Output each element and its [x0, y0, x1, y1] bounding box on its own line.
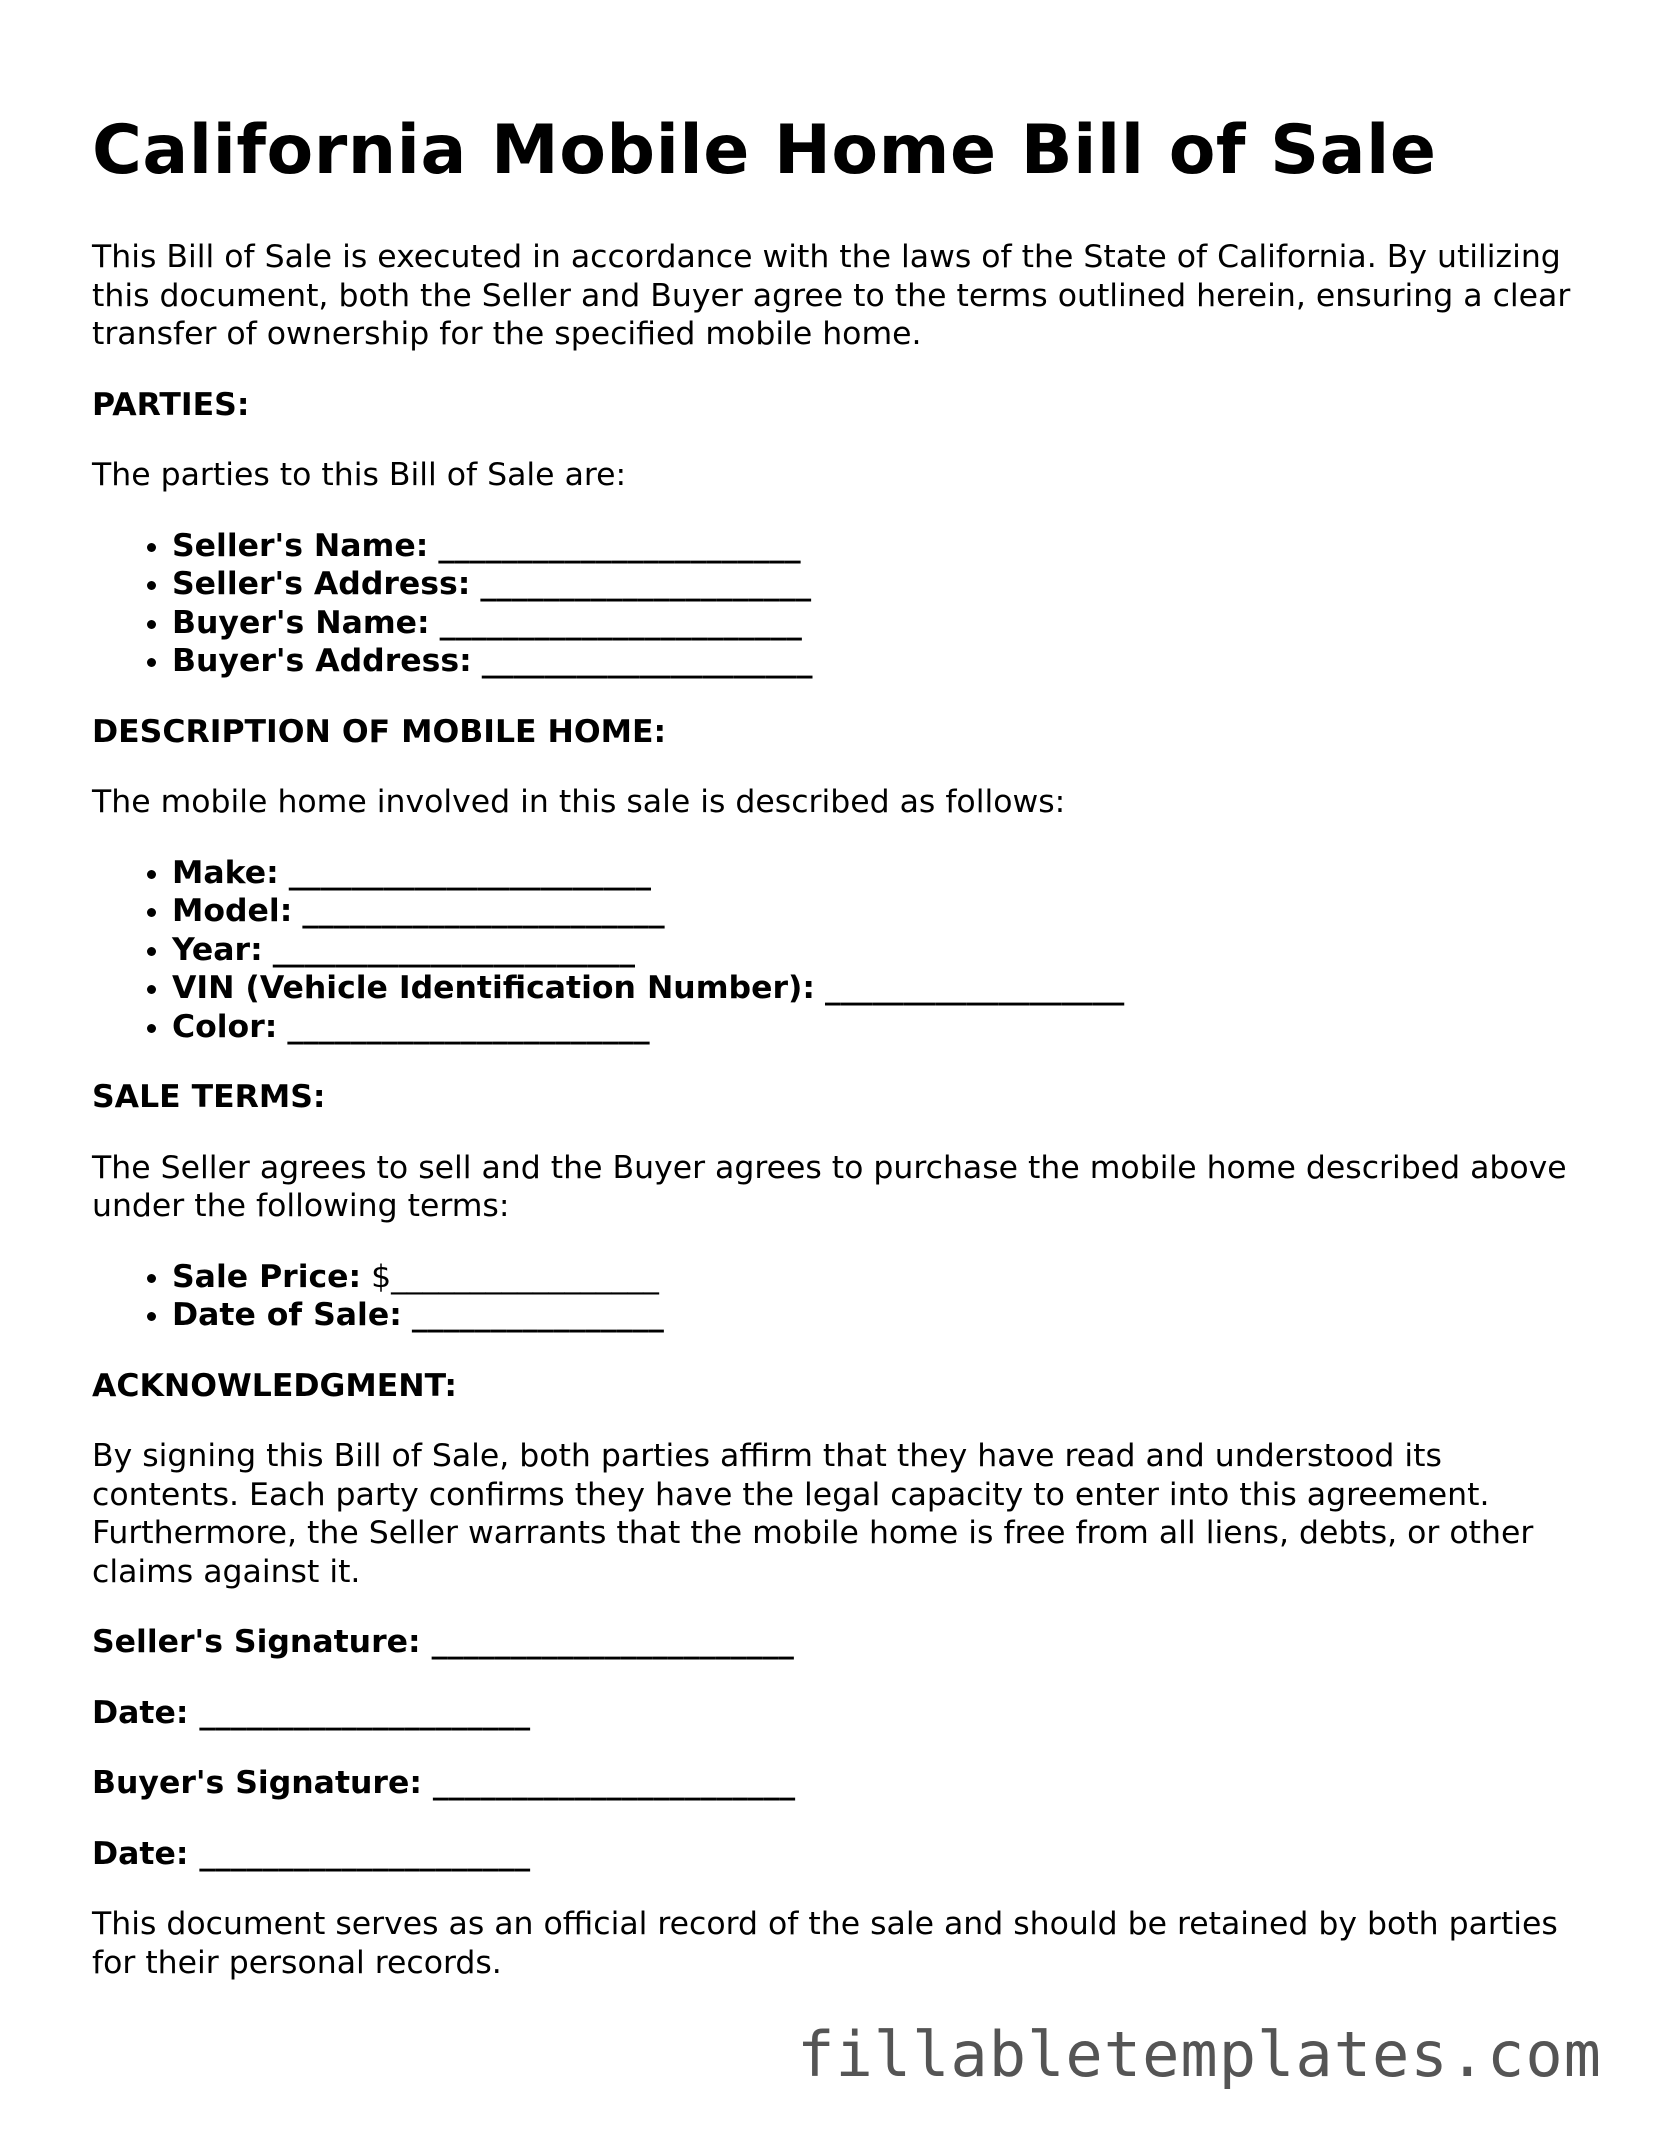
description-text: The mobile home involved in this sale is described as follows:: [92, 784, 1066, 821]
list-item: [172, 931, 1572, 970]
field-label: Seller's Name:: [172, 527, 429, 564]
parties-heading: PARTIES:: [92, 386, 250, 423]
buyer-signature-line: [92, 1764, 1572, 1803]
fill-blank[interactable]: _______________________: [272, 931, 635, 968]
list-item: [172, 1008, 1572, 1047]
seller-date-line: [92, 1694, 1572, 1733]
fill-blank[interactable]: _____________________: [199, 1694, 531, 1731]
description-heading: DESCRIPTION OF MOBILE HOME:: [92, 713, 667, 750]
fill-blank[interactable]: _______________________: [439, 604, 802, 641]
fill-blank[interactable]: _______________________: [288, 854, 651, 891]
field-label: Color:: [172, 1008, 278, 1045]
field-label: Year:: [172, 931, 263, 968]
fill-blank[interactable]: _______________________: [302, 893, 665, 930]
field-label: Model:: [172, 893, 293, 930]
list-item: [172, 969, 1572, 1008]
field-label: Seller's Signature:: [92, 1624, 421, 1661]
description-list: [92, 854, 1572, 1047]
intro-paragraph: This Bill of Sale is executed in accordance with the laws of the State of California. By utilizing this document, both the Seller and Buyer agree to the terms outlined herein, ensuring a clear transfer of ownership for the specified mobile home.: [92, 239, 1571, 353]
list-item: [172, 642, 1572, 681]
field-label: Sale Price:: [172, 1258, 362, 1295]
closing-paragraph: This document serves as an official record of the sale and should be retained by both parties for their personal records.: [92, 1906, 1558, 1981]
list-item: [172, 527, 1572, 566]
fill-blank[interactable]: $_________________: [371, 1258, 659, 1295]
parties-text: The parties to this Bill of Sale are:: [92, 457, 627, 494]
watermark: fillabletemplates.com: [797, 2018, 1602, 2091]
field-label: Date:: [92, 1694, 189, 1731]
acknowledgment-text: By signing this Bill of Sale, both parties affirm that they have read and understood its contents. Each party confirms they have the legal capacity to enter into this agreement. Furthermore, the Seller warrants that the mobile home is free from all liens, debts, or other claims against it.: [92, 1438, 1534, 1590]
fill-blank[interactable]: _______________________: [432, 1765, 796, 1802]
sale-terms-heading: SALE TERMS:: [92, 1079, 326, 1116]
buyer-date-line: [92, 1835, 1572, 1874]
sale-terms-list: [92, 1258, 1572, 1335]
fill-blank[interactable]: _______________________: [438, 527, 801, 564]
field-label: Buyer's Name:: [172, 604, 430, 641]
fill-blank[interactable]: _____________________: [480, 566, 812, 603]
seller-signature-line: [92, 1623, 1572, 1662]
sale-terms-text: The Seller agrees to sell and the Buyer agrees to purchase the mobile home described above under the following terms:: [92, 1149, 1567, 1225]
list-item: [172, 1258, 1572, 1297]
document-page: [92, 112, 1572, 2014]
fill-blank[interactable]: _______________________: [431, 1624, 794, 1661]
list-item: [172, 1296, 1572, 1335]
list-item: [172, 892, 1572, 931]
field-label: Date of Sale:: [172, 1297, 402, 1334]
fill-blank[interactable]: _______________________: [287, 1008, 650, 1045]
field-label: Date:: [92, 1835, 189, 1872]
acknowledgment-heading: ACKNOWLEDGMENT:: [92, 1367, 457, 1404]
parties-list: [92, 527, 1572, 681]
list-item: [172, 604, 1572, 643]
fill-blank[interactable]: _____________________: [481, 643, 813, 680]
field-label: Seller's Address:: [172, 566, 471, 603]
field-label: Buyer's Signature:: [92, 1765, 422, 1802]
field-label: Buyer's Address:: [172, 643, 472, 680]
fill-blank[interactable]: _____________________: [199, 1835, 531, 1872]
fill-blank[interactable]: ________________: [411, 1297, 664, 1334]
document-title: California Mobile Home Bill of Sale: [92, 111, 1437, 190]
list-item: [172, 854, 1572, 893]
field-label: Make:: [172, 854, 279, 891]
list-item: [172, 565, 1572, 604]
fill-blank[interactable]: ___________________: [825, 970, 1125, 1007]
field-label: VIN (Vehicle Identification Number):: [172, 970, 815, 1007]
